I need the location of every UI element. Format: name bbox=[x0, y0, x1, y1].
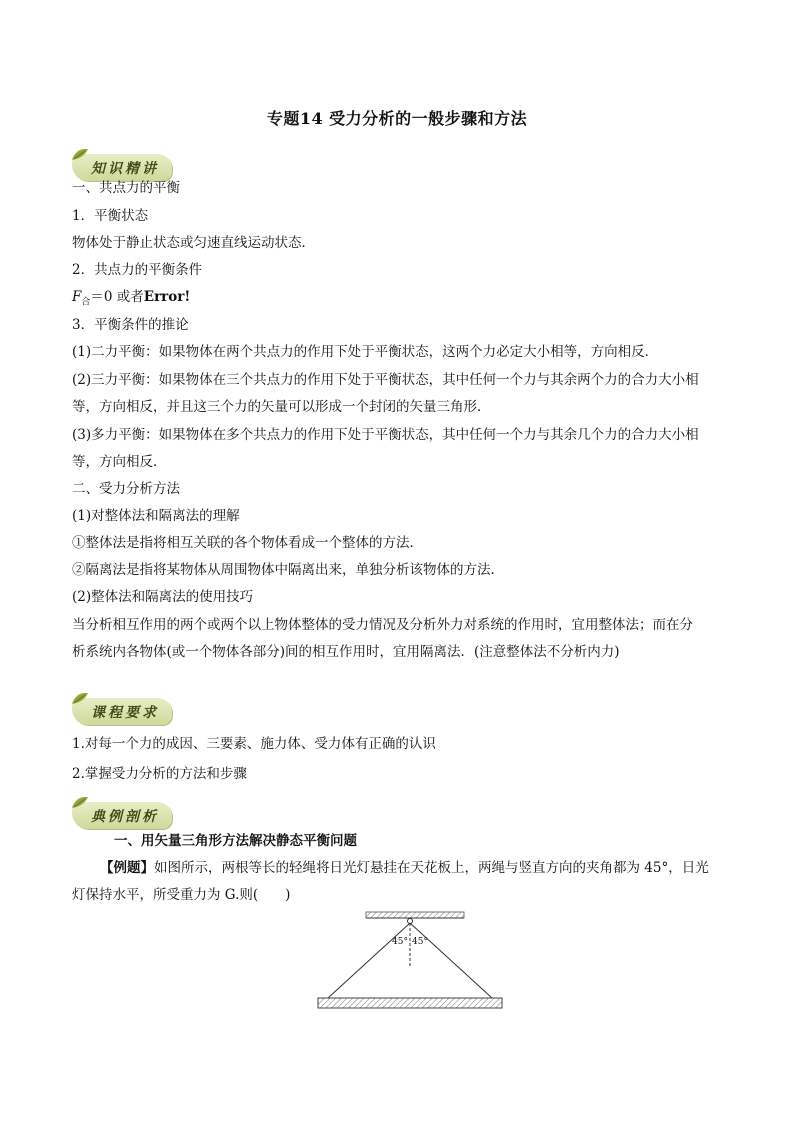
angle-label-right: 45° bbox=[412, 937, 428, 947]
example-question-text: 如图所示，两根等长的轻绳将日光灯悬挂在天花板上，两绳与竖直方向的夹角都为 45°，日光 bbox=[154, 860, 709, 876]
paragraph-whole-method: ①整体法是指将相互关联的各个物体看成一个整体的方法． bbox=[72, 535, 423, 551]
formula-error: Error! bbox=[143, 289, 191, 305]
paragraph-multi-force-1: (3)多力平衡：如果物体在多个共点力的作用下处于平衡状态，其中任何一个力与其余几个力的合力大小相 bbox=[72, 427, 699, 443]
lamp-diagram bbox=[316, 910, 504, 1012]
section-badge-examples bbox=[70, 794, 174, 830]
heading-method: 二、受力分析方法 bbox=[72, 481, 180, 497]
badge-label: 知识精讲 bbox=[91, 161, 159, 177]
badge-label: 课程要求 bbox=[91, 705, 159, 721]
badge-label: 典例剖析 bbox=[91, 809, 159, 825]
paragraph-technique-2: 析系统内各物体(或一个物体各部分)间的相互作用时，宜用隔离法．(注意整体法不分析内力) bbox=[72, 644, 620, 660]
paragraph-three-force-1: (2)三力平衡：如果物体在三个共点力的作用下处于平衡状态，其中任何一个力与其余两个力的合力大小相 bbox=[72, 372, 699, 388]
rope-right bbox=[410, 923, 492, 998]
heading-equilibrium: 一、共点力的平衡 bbox=[72, 180, 180, 196]
requirement-2: 2.掌握受力分析的方法和步骤 bbox=[72, 766, 247, 782]
lamp-diagram-svg bbox=[316, 910, 504, 1012]
section-badge-requirements bbox=[70, 690, 174, 726]
subheading-condition: 2．共点力的平衡条件 bbox=[72, 262, 203, 278]
angle-label-left: 45° bbox=[392, 937, 408, 947]
hook-icon bbox=[408, 919, 413, 924]
formula-subscript: 合 bbox=[81, 297, 91, 308]
example-question-2: 灯保持水平，所受重力为 G.则( ) bbox=[72, 887, 291, 903]
paragraph-isolation-method: ②隔离法是指将某物体从周围物体中隔离出来，单独分析该物体的方法． bbox=[72, 562, 504, 578]
page-title: 专题14 受力分析的一般步骤和方法 bbox=[266, 109, 528, 128]
subheading-state: 1．平衡状态 bbox=[72, 208, 149, 224]
example-heading: 一、用矢量三角形方法解决静态平衡问题 bbox=[114, 833, 357, 849]
example-question-1 bbox=[100, 858, 709, 878]
section-badge-knowledge bbox=[70, 146, 174, 182]
ceiling bbox=[366, 912, 464, 918]
paragraph-multi-force-2: 等，方向相反． bbox=[72, 454, 167, 470]
subheading-technique: (2)整体法和隔离法的使用技巧 bbox=[72, 589, 254, 605]
paragraph-two-force: (1)二力平衡：如果物体在两个共点力的作用下处于平衡状态，这两个力必定大小相等，方向相反． bbox=[72, 344, 659, 360]
example-tag: 【例题】 bbox=[100, 860, 154, 876]
requirement-1: 1.对每一个力的成因、三要素、施力体、受力体有正确的认识 bbox=[72, 736, 436, 752]
formula-condition bbox=[72, 287, 190, 313]
paragraph-technique-1: 当分析相互作用的两个或两个以上物体整体的受力情况及分析外力对系统的作用时，宜用整体法；而在分 bbox=[72, 617, 693, 633]
formula-f: F bbox=[72, 289, 82, 305]
formula-equals: ＝0 或者 bbox=[90, 289, 144, 305]
fluorescent-lamp bbox=[318, 998, 502, 1008]
subheading-understanding: (1)对整体法和隔离法的理解 bbox=[72, 508, 240, 524]
paragraph-state: 物体处于静止状态或匀速直线运动状态． bbox=[72, 235, 315, 251]
subheading-inference: 3．平衡条件的推论 bbox=[72, 317, 189, 333]
paragraph-three-force-2: 等，方向相反，并且这三个力的矢量可以形成一个封闭的矢量三角形． bbox=[72, 399, 491, 415]
rope-left bbox=[328, 923, 410, 998]
